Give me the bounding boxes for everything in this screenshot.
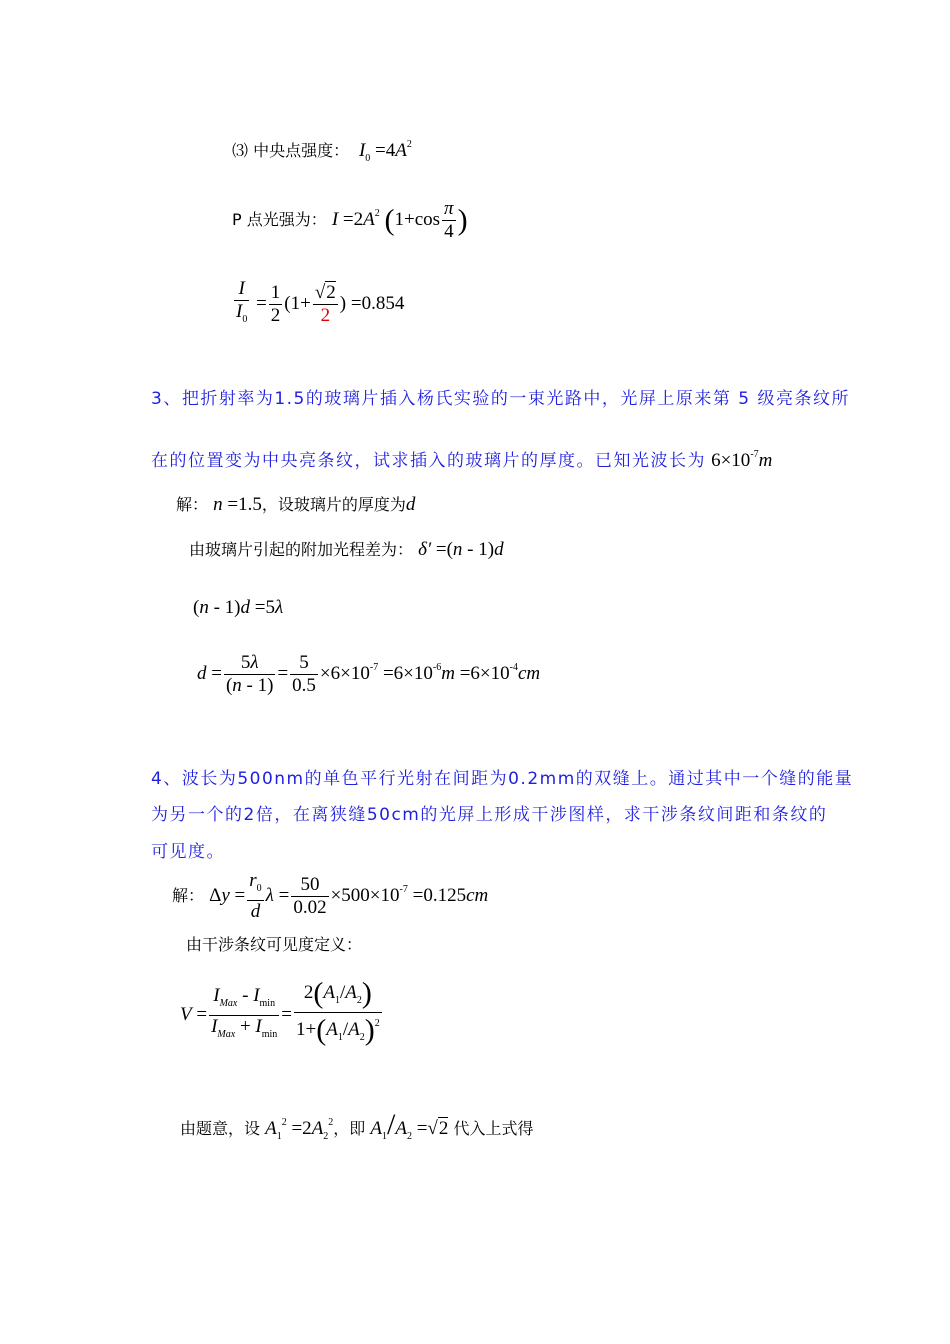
q3-solution-line1 (176, 492, 415, 516)
intensity-ratio-formula: $\frac{I}{I_0}$ = $\frac{1}{2}$ (1+ $\frac{√2}{2}$ ) =0.854 (236, 278, 405, 326)
center-intensity-label: ⑶ 中央点强度： (232, 141, 350, 160)
q3-text-line1: 3、把折射率为1.5的玻璃片插入杨氏实验的一束光路中，光屏上原来第 5 级亮条纹所 (151, 389, 850, 409)
q4-given-prefix: 由题意，设 (180, 1119, 261, 1138)
p-intensity-label: P 点光强为： (232, 209, 327, 229)
q4-text-line1: 4、波长为500nm的单色平行光射在间距为0.2mm的双缝上。通过其中一个缝的能量 (151, 769, 854, 789)
q3-solution-text: ，设玻璃片的厚度为 (261, 495, 406, 514)
q3-text-line2: 在的位置变为中央亮条纹，试求插入的玻璃片的厚度。已知光波长为 (151, 451, 706, 471)
q4-text-line2: 为另一个的2倍，在离狭缝50cm的光屏上形成干涉图样，求干涉条纹间距和条纹的 (151, 805, 828, 825)
p-intensity-line (232, 198, 468, 243)
q3-text-line2-wrap (151, 446, 772, 472)
q3-equation2: d = $\frac{5\lambda}{(n - 1)}$ = $\frac{5}{0.5}$ $\times 6\times 10^{-7} =6\times 10^{-6}m =6\times 10^{-4}cm$ (197, 652, 541, 696)
center-intensity-formula: $I_0 =4A^2$ (358, 139, 412, 164)
q4-solution-prefix: 解： (172, 885, 205, 905)
q3-path-text: 由玻璃片引起的附加光程差为： (189, 540, 414, 559)
q3-n-value: n =1.5 (213, 494, 262, 515)
q3-thickness-symbol: d (405, 494, 416, 515)
q3-wavelength: $6\times 10^{-7}m$ (711, 449, 773, 471)
q3-solution-prefix: 解： (176, 495, 209, 514)
q3-equation1: (n - 1)d =5λ (193, 597, 284, 618)
q4-solution-line (172, 870, 488, 923)
intensity-center-line (232, 138, 412, 164)
q4-ratio-formula: $A_1/A_2 =√2$ (370, 1108, 449, 1142)
q4-text-line3: 可见度。 (151, 842, 225, 862)
q4-given-line (180, 1108, 533, 1142)
q4-spacing-formula: Δy = $\frac{r_0}{d}$ λ = $\frac{50}{0.02}$ $\times 500\times 10^{-7} =0.125cm$ (209, 870, 489, 922)
p-intensity-formula: $I =2A^2$ (1+cos $\frac{\pi}{4}$ ) (331, 198, 468, 242)
q3-path-line (189, 537, 504, 561)
q4-given-formula: $A_1^2 =2A_2^2$ (265, 1117, 334, 1142)
q4-given-suffix: 代入上式得 (453, 1119, 534, 1138)
q3-path-formula: δ′ =(n - 1)d (418, 539, 504, 560)
ratio-result: =0.854 (350, 292, 405, 314)
q4-visibility-formula: V = $\frac{I_{Max} - I_{min}}{I_{Max} + I_{min}}$ = $\frac{2(A_1/A_2)}{1+(A_1/A_2)^2}$ (180, 976, 380, 1047)
q4-given-mid: ，即 (333, 1119, 366, 1138)
q4-visibility-def: 由干涉条纹可见度定义： (186, 935, 363, 954)
